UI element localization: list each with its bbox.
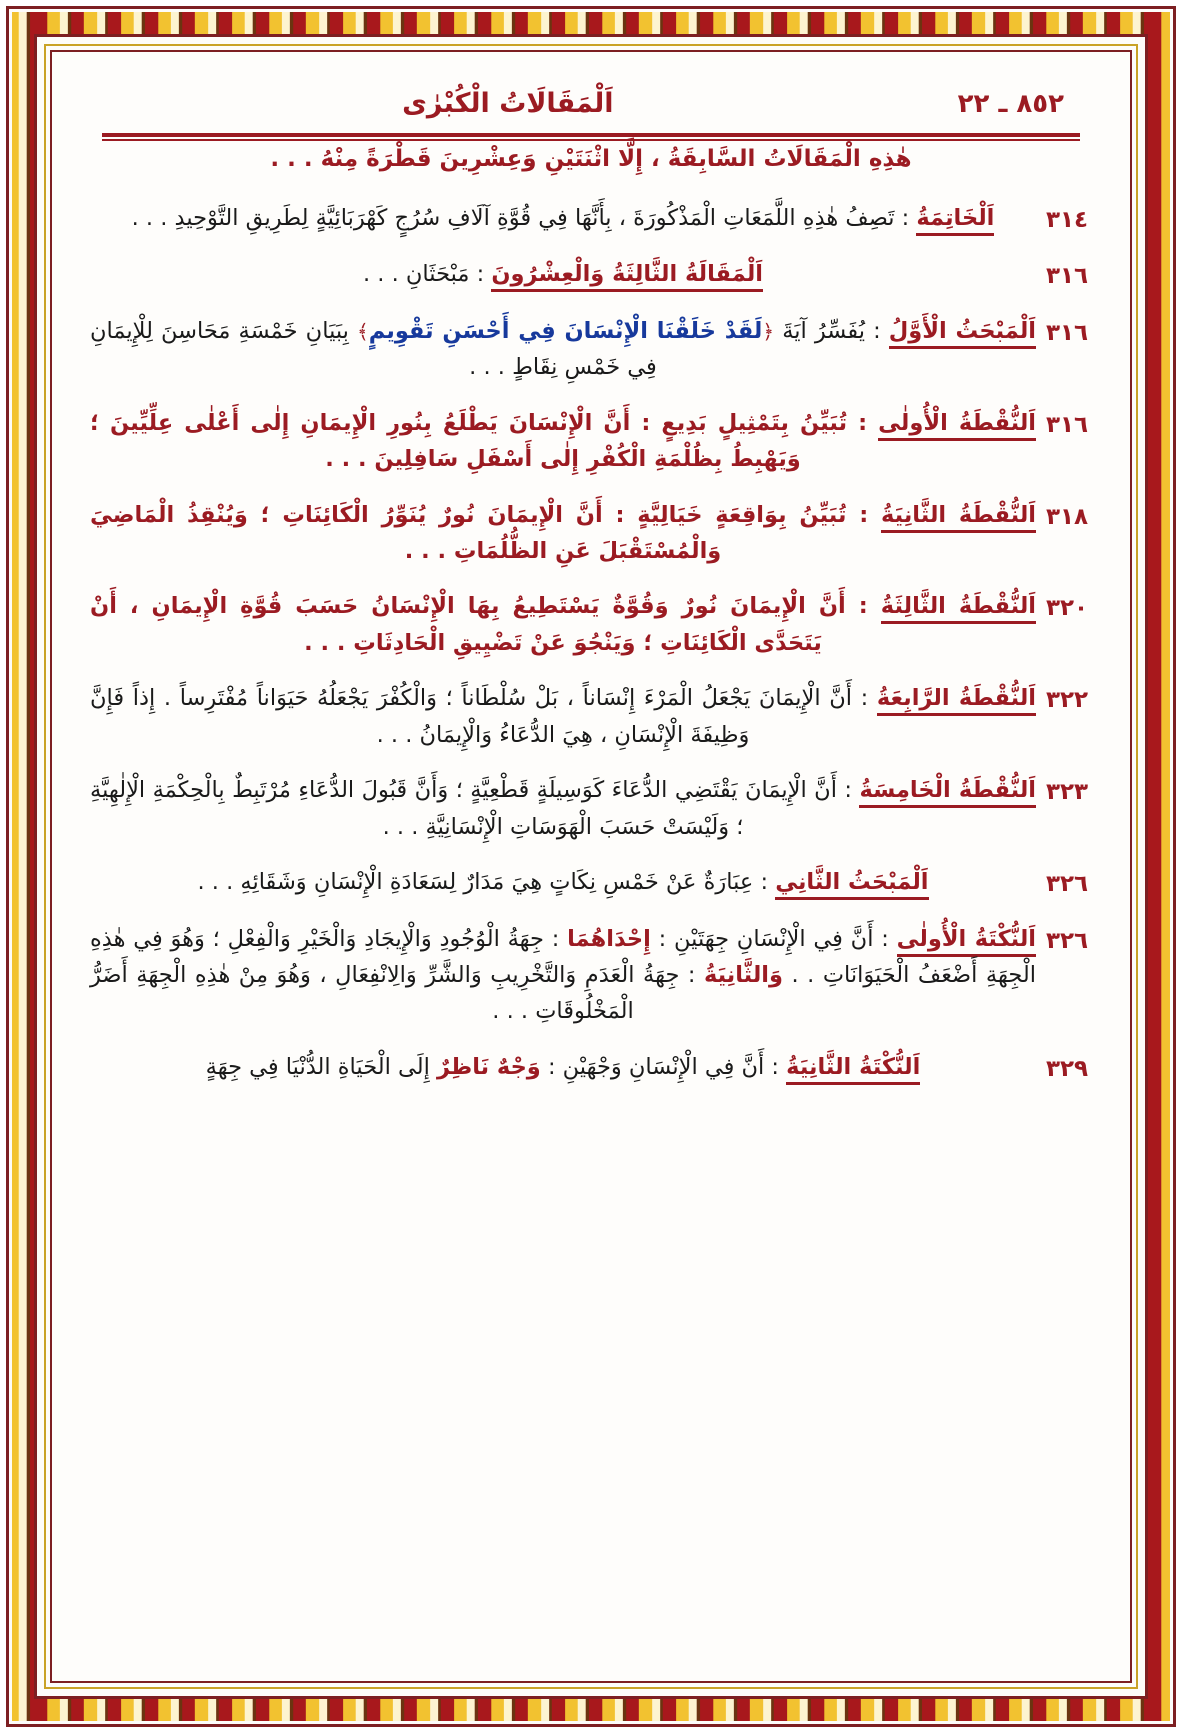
toc-entry-text — [84, 921, 1036, 1030]
toc-entry-body-after: إِلَى الْحَيَاةِ الدُّنْيَا فِي جِهَةٍ — [205, 1053, 438, 1080]
toc-entry-heading: اَلنُّقْطَةُ الرَّابِعَةُ — [877, 685, 1036, 716]
toc-entry — [84, 497, 1098, 570]
toc-entry-text — [84, 680, 1036, 753]
quran-verse: لَقَدْ خَلَقْنَا الْإِنْسَانَ فِي أَحْسَنِ تَقْوِيمٍ — [368, 317, 763, 344]
toc-entry — [84, 921, 1098, 1030]
toc-entry-text — [84, 256, 1036, 292]
toc-entry-heading: اَلْمَبْحَثُ الْأَوَّلُ — [889, 318, 1036, 349]
toc-entry-emphasis-two: وَالثَّانِيَةُ — [703, 961, 783, 988]
toc-entry — [84, 588, 1098, 661]
toc-entry-body: : مَبْحَثَانِ . . . — [363, 261, 492, 288]
toc-entry-body: : أَنَّ الْإِيمَانَ يَقْتَضِي الدُّعَاءَ كَوَسِيلَةٍ قَطْعِيَّةٍ ؛ وَأَنَّ قَبُولَ الدُّعَاءِ مُرْتَبِطٌ بِالْحِكْمَةِ الْإِلٰهِيَّةِ ؛ وَلَيْسَتْ حَسَبَ الْهَوَسَاتِ الْإِنْسَانِيَّةِ . . . — [90, 777, 860, 840]
toc-entry-heading: اَلْمَبْحَثُ الثَّانِي — [775, 869, 928, 900]
toc-entry-heading: اَلْخَاتِمَةُ — [916, 205, 994, 236]
toc-entry-heading: اَلنُّقْطَةُ الثَّالِثَةُ — [881, 593, 1036, 624]
toc-entry-body-middle: : جِهَةُ الْوُجُودِ وَالْإِيجَادِ وَالْخَيْرِ وَالْفِعْلِ ؛ وَهُوَ فِي هٰذِهِ الْجِهَةِ أَضْعَفُ الْحَيَوَانَاتِ . . — [90, 925, 1036, 988]
toc-entry — [84, 680, 1098, 753]
toc-entry — [84, 313, 1098, 386]
toc-entry-heading: اَلنُّقْطَةُ الثَّانِيَةُ — [881, 502, 1036, 533]
toc-entry-body-before: : أَنَّ فِي الْإِنْسَانِ وَجْهَيْنِ : — [540, 1053, 787, 1080]
toc-entry-page-number: ٣٢٦ — [1045, 871, 1089, 898]
toc-entry-page-number: ٣٢٦ — [1045, 927, 1089, 954]
page-header — [84, 76, 1098, 119]
toc-entry-emphasis-one: وَجْهٌ نَاظِرٌ — [437, 1053, 541, 1080]
toc-entry-text — [84, 588, 1036, 661]
toc-entry-page-number: ٣٢٢ — [1045, 687, 1089, 714]
intro-paragraph: هٰذِهِ الْمَقَالَاتُ السَّابِقَةُ ، إِلَّا اثْنَتَيْنِ وَعِشْرِينَ قَطْرَةً مِنْهُ . . . — [270, 146, 912, 172]
toc-entry-page-number: ٣٢٠ — [1045, 595, 1089, 622]
toc-entry-body-before: : يُفَسِّرُ آيَةَ — [774, 317, 889, 344]
toc-entry-heading: اَلنُّقْطَةُ الْأُولٰى — [878, 410, 1036, 441]
toc-entry-page-number: ٣١٦ — [1045, 411, 1089, 438]
toc-entry — [84, 405, 1098, 478]
toc-entry-body-before: : أَنَّ فِي الْإِنْسَانِ جِهَتَيْنِ : — [650, 925, 897, 952]
toc-entries-list — [84, 200, 1098, 1087]
verse-ornament-open-icon: ﴿ — [762, 319, 775, 344]
header-divider — [102, 133, 1080, 141]
toc-entry-page-number: ٣١٤ — [1045, 206, 1089, 233]
toc-entry-text — [84, 200, 1036, 236]
page-content — [58, 58, 1124, 1675]
page-title: اَلْمَقَالَاتُ الْكُبْرٰى — [402, 88, 614, 119]
toc-entry-text — [84, 772, 1036, 845]
toc-entry-text — [84, 864, 1036, 900]
toc-entry-body: : أَنَّ الْإِيمَانَ يَجْعَلُ الْمَرْءَ إِنْسَاناً ، بَلْ سُلْطَاناً ؛ وَالْكُفْرَ يَجْعَلُهُ حَيَوَاناً مُفْتَرِساً . إِذاً فَإِنَّ وَظِيفَةَ الْإِنْسَانِ ، هِيَ الدُّعَاءُ وَالْإِيمَانُ . . . — [90, 685, 877, 748]
toc-entry-heading: اَلنُّكْتَةُ الْأُولٰى — [897, 926, 1036, 957]
toc-entry-page-number: ٣٢٩ — [1045, 1055, 1089, 1082]
toc-entry-page-number: ٣٢٣ — [1045, 779, 1089, 806]
toc-entry-body-after: : جِهَةُ الْعَدَمِ وَالتَّخْرِيبِ وَالشَّرِّ وَالِانْفِعَالِ ، وَهُوَ مِنْ هٰذِهِ الْجِهَةِ أَضَرُّ الْمَخْلُوقَاتِ . . . — [90, 961, 704, 1025]
toc-entry-emphasis-one: إِحْدَاهُمَا — [567, 925, 651, 952]
toc-entry-heading: اَلْمَقَالَةُ الثَّالِثَةُ وَالْعِشْرُونَ — [491, 261, 763, 292]
toc-entry-body: : تُبَيِّنُ بِتَمْثِيلٍ بَدِيعٍ : أَنَّ الْإِنْسَانَ يَطْلَعُ بِنُورِ الْإِيمَانِ إِلٰى أَعْلٰى عِلِّيِّينَ ؛ وَيَهْبِطُ بِظُلْمَةِ الْكُفْرِ إِلٰى أَسْفَلِ سَافِلِينَ . . . — [90, 409, 879, 473]
toc-entry-text — [84, 1049, 1036, 1085]
toc-entry-heading: اَلنُّكْتَةُ الثَّانِيَةُ — [786, 1054, 920, 1085]
toc-entry-page-number: ٣١٦ — [1045, 319, 1089, 346]
toc-entry-body-after: بِبَيَانِ خَمْسَةِ مَحَاسِنَ لِلْإِيمَانِ فِي خَمْسِ نِقَاطٍ . . . — [90, 317, 657, 381]
toc-entry-body: : عِبَارَةٌ عَنْ خَمْسِ نِكَاتٍ هِيَ مَدَارٌ لِسَعَادَةِ الْإِنْسَانِ وَشَقَائِهِ . . . — [197, 869, 776, 896]
toc-entry-text — [84, 497, 1036, 570]
toc-entry-text — [84, 405, 1036, 478]
verse-ornament-close-icon: ﴾ — [357, 319, 369, 344]
toc-entry — [84, 200, 1098, 238]
toc-entry-body: : تَصِفُ هٰذِهِ اللَّمَعَاتِ الْمَذْكُورَةَ ، بِأَنَّهَا فِي قُوَّةِ آلَافِ سُرُجٍ كَهْرَبَائِيَّةٍ لِطَرِيقِ التَّوْحِيدِ . . . — [131, 204, 917, 231]
toc-entry — [84, 864, 1098, 902]
header-page-numbers: ٨٥٢ ـ ٢٢ — [957, 89, 1064, 119]
toc-entry-page-number: ٣١٦ — [1045, 263, 1089, 290]
toc-entry-text — [84, 313, 1036, 386]
toc-entry-heading: اَلنُّقْطَةُ الْخَامِسَةُ — [859, 777, 1036, 808]
toc-entry — [84, 772, 1098, 845]
toc-entry-body: : تُبَيِّنُ بِوَاقِعَةٍ خَيَالِيَّةٍ : أَنَّ الْإِيمَانَ نُورٌ يُنَوِّرُ الْكَائِنَاتِ ؛ وَيُنْقِذُ الْمَاضِيَ وَالْمُسْتَقْبَلَ عَنِ الظُّلُمَاتِ . . . — [90, 501, 882, 564]
toc-entry — [84, 256, 1098, 294]
toc-entry-body: : أَنَّ الْإِيمَانَ نُورٌ وَقُوَّةٌ يَسْتَطِيعُ بِهَا الْإِنْسَانُ حَسَبَ قُوَّةِ الْإِيمَانِ ، أَنْ يَتَحَدَّى الْكَائِنَاتِ ؛ وَيَنْجُوَ عَنْ تَضْيِيقِ الْحَادِثَاتِ . . . — [90, 593, 881, 656]
toc-entry-page-number: ٣١٨ — [1045, 503, 1089, 530]
toc-entry — [84, 1049, 1098, 1087]
